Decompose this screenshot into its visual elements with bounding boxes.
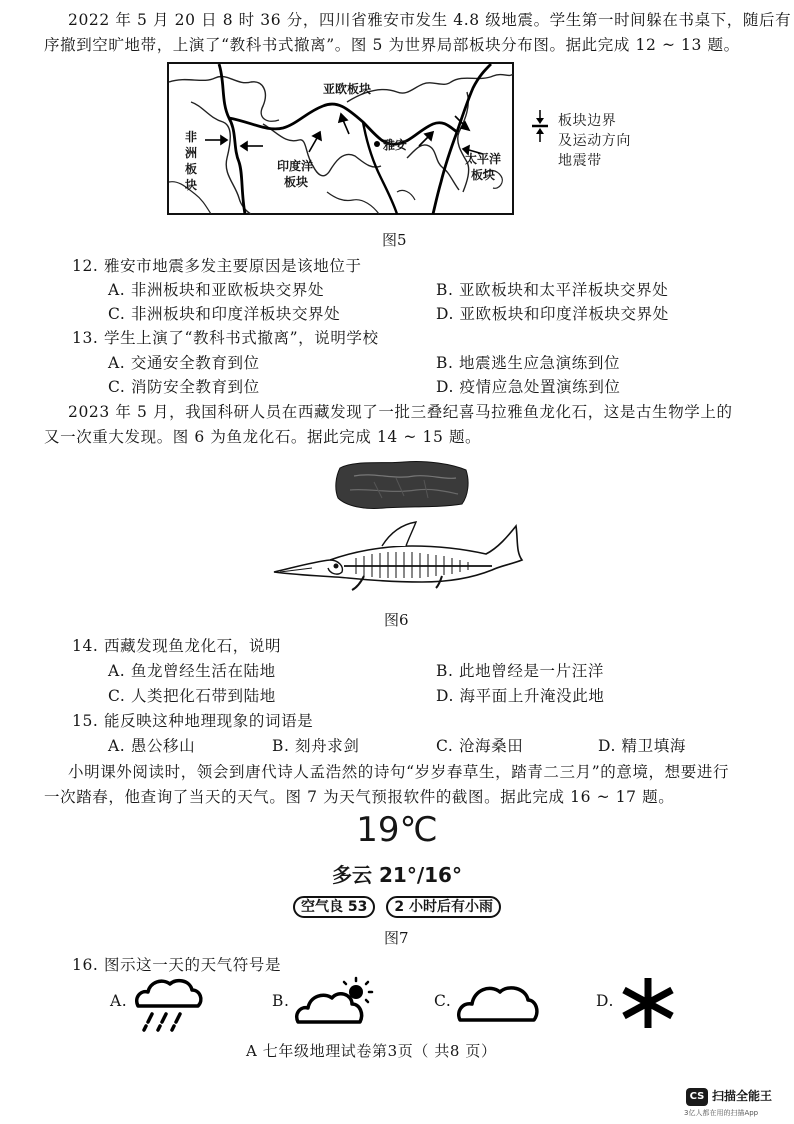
- q13-option-a: A. 交通安全教育到位: [108, 354, 260, 372]
- intro-3-line-2: 一次踏春，他查询了当天的天气。图 7 为天气预报软件的截图。据此完成 16 ~ 17 题。: [44, 788, 675, 806]
- label-pacific-1: 太平洋: [465, 152, 502, 166]
- intro-1-line-1: 2022 年 5 月 20 日 8 时 36 分，四川省雅安市发生 4.8 级地震。学生第一时间躲在书桌下，随后有: [68, 11, 792, 29]
- q15-option-a: A. 愚公移山: [108, 737, 196, 755]
- q14-option-a: A. 鱼龙曾经生活在陆地: [108, 662, 276, 680]
- label-african-3: 板: [185, 162, 198, 176]
- figure-5-plate-map: [167, 62, 514, 215]
- q15-option-b: B. 刻舟求剑: [272, 737, 360, 755]
- figure-6-caption: 图6: [384, 611, 409, 629]
- scanner-name: 扫描全能王: [712, 1089, 773, 1103]
- page-footer: A 七年级地理试卷第3页（ 共8 页）: [246, 1042, 497, 1060]
- label-yaan: 雅安: [383, 138, 408, 152]
- scanner-logo: CS: [686, 1088, 708, 1106]
- label-african-4: 块: [185, 178, 198, 192]
- q16-option-b-label: B.: [272, 992, 290, 1010]
- q12-option-c: C. 非洲板块和印度洋板块交界处: [108, 305, 341, 323]
- intro-3-line-1: 小明课外阅读时，领会到唐代诗人孟浩然的诗句“岁岁春草生，踏青二三月”的意境，想要进行: [68, 763, 730, 781]
- q12-option-a: A. 非洲板块和亚欧板块交界处: [108, 281, 325, 299]
- label-african-1: 非: [185, 130, 198, 144]
- rain-notice-badge: 2 小时后有小雨: [386, 896, 501, 918]
- aqi-badge: 空气良 53: [293, 896, 375, 918]
- weather-temperature: 19℃: [356, 810, 438, 850]
- label-eurasian-plate: 亚欧板块: [323, 82, 372, 96]
- label-indian-1: 印度洋: [277, 159, 314, 173]
- q14-option-d: D. 海平面上升淹没此地: [436, 687, 605, 705]
- partly-cloudy-icon: [294, 976, 378, 1028]
- figure-7-caption: 图7: [384, 929, 409, 947]
- q16-option-c-label: C.: [434, 992, 452, 1010]
- q13-stem: 13. 学生上演了“教科书式撤离”，说明学校: [72, 329, 379, 347]
- q16-option-a-label: A.: [110, 992, 128, 1010]
- intro-1-line-2: 序撤到空旷地带，上演了“教科书式撤离”。图 5 为世界局部板块分布图。据此完成 12 ~ 13 题。: [44, 36, 740, 54]
- rain-cloud-icon: [132, 976, 204, 1032]
- label-african-2: 洲: [185, 146, 198, 160]
- snow-icon: [620, 976, 676, 1030]
- q14-option-b: B. 此地曾经是一片汪洋: [436, 662, 604, 680]
- intro-2-line-1: 2023 年 5 月，我国科研人员在西藏发现了一批三叠纪喜马拉雅鱼龙化石，这是古生物学上的: [68, 403, 733, 421]
- q14-option-c: C. 人类把化石带到陆地: [108, 687, 276, 705]
- weather-badges: [0, 896, 794, 918]
- q13-option-b: B. 地震逃生应急演练到位: [436, 354, 621, 372]
- q13-option-c: C. 消防安全教育到位: [108, 378, 260, 396]
- weather-condition: 多云 21°/16°: [332, 863, 462, 887]
- legend-quake-belt: 地震带: [558, 153, 602, 169]
- q15-stem: 15. 能反映这种地理现象的词语是: [72, 712, 314, 730]
- q16-stem: 16. 图示这一天的天气符号是: [72, 956, 282, 974]
- cloudy-icon: [456, 978, 540, 1024]
- scanner-tagline: 3亿人都在用的扫描App: [684, 1109, 759, 1117]
- fossil-rock-image: [334, 458, 470, 510]
- q15-option-d: D. 精卫填海: [598, 737, 686, 755]
- legend-boundary-arrow-icon: [530, 108, 550, 148]
- intro-2-line-2: 又一次重大发现。图 6 为鱼龙化石。据此完成 14 ~ 15 题。: [44, 428, 482, 446]
- q15-option-c: C. 沧海桑田: [436, 737, 524, 755]
- label-pacific-2: 板块: [471, 168, 496, 182]
- q13-option-d: D. 疫情应急处置演练到位: [436, 378, 621, 396]
- legend-boundary-line-2: 及运动方向: [558, 133, 631, 149]
- figure-5-caption: 图5: [382, 231, 407, 249]
- q12-stem: 12. 雅安市地震多发主要原因是该地位于: [72, 257, 362, 275]
- label-indian-2: 板块: [284, 175, 309, 189]
- q14-stem: 14. 西藏发现鱼龙化石，说明: [72, 637, 282, 655]
- q12-option-d: D. 亚欧板块和印度洋板块交界处: [436, 305, 669, 323]
- ichthyosaur-skeleton-image: [272, 520, 528, 592]
- q16-option-d-label: D.: [596, 992, 615, 1010]
- legend-boundary-line-1: 板块边界: [558, 113, 617, 129]
- q12-option-b: B. 亚欧板块和太平洋板块交界处: [436, 281, 669, 299]
